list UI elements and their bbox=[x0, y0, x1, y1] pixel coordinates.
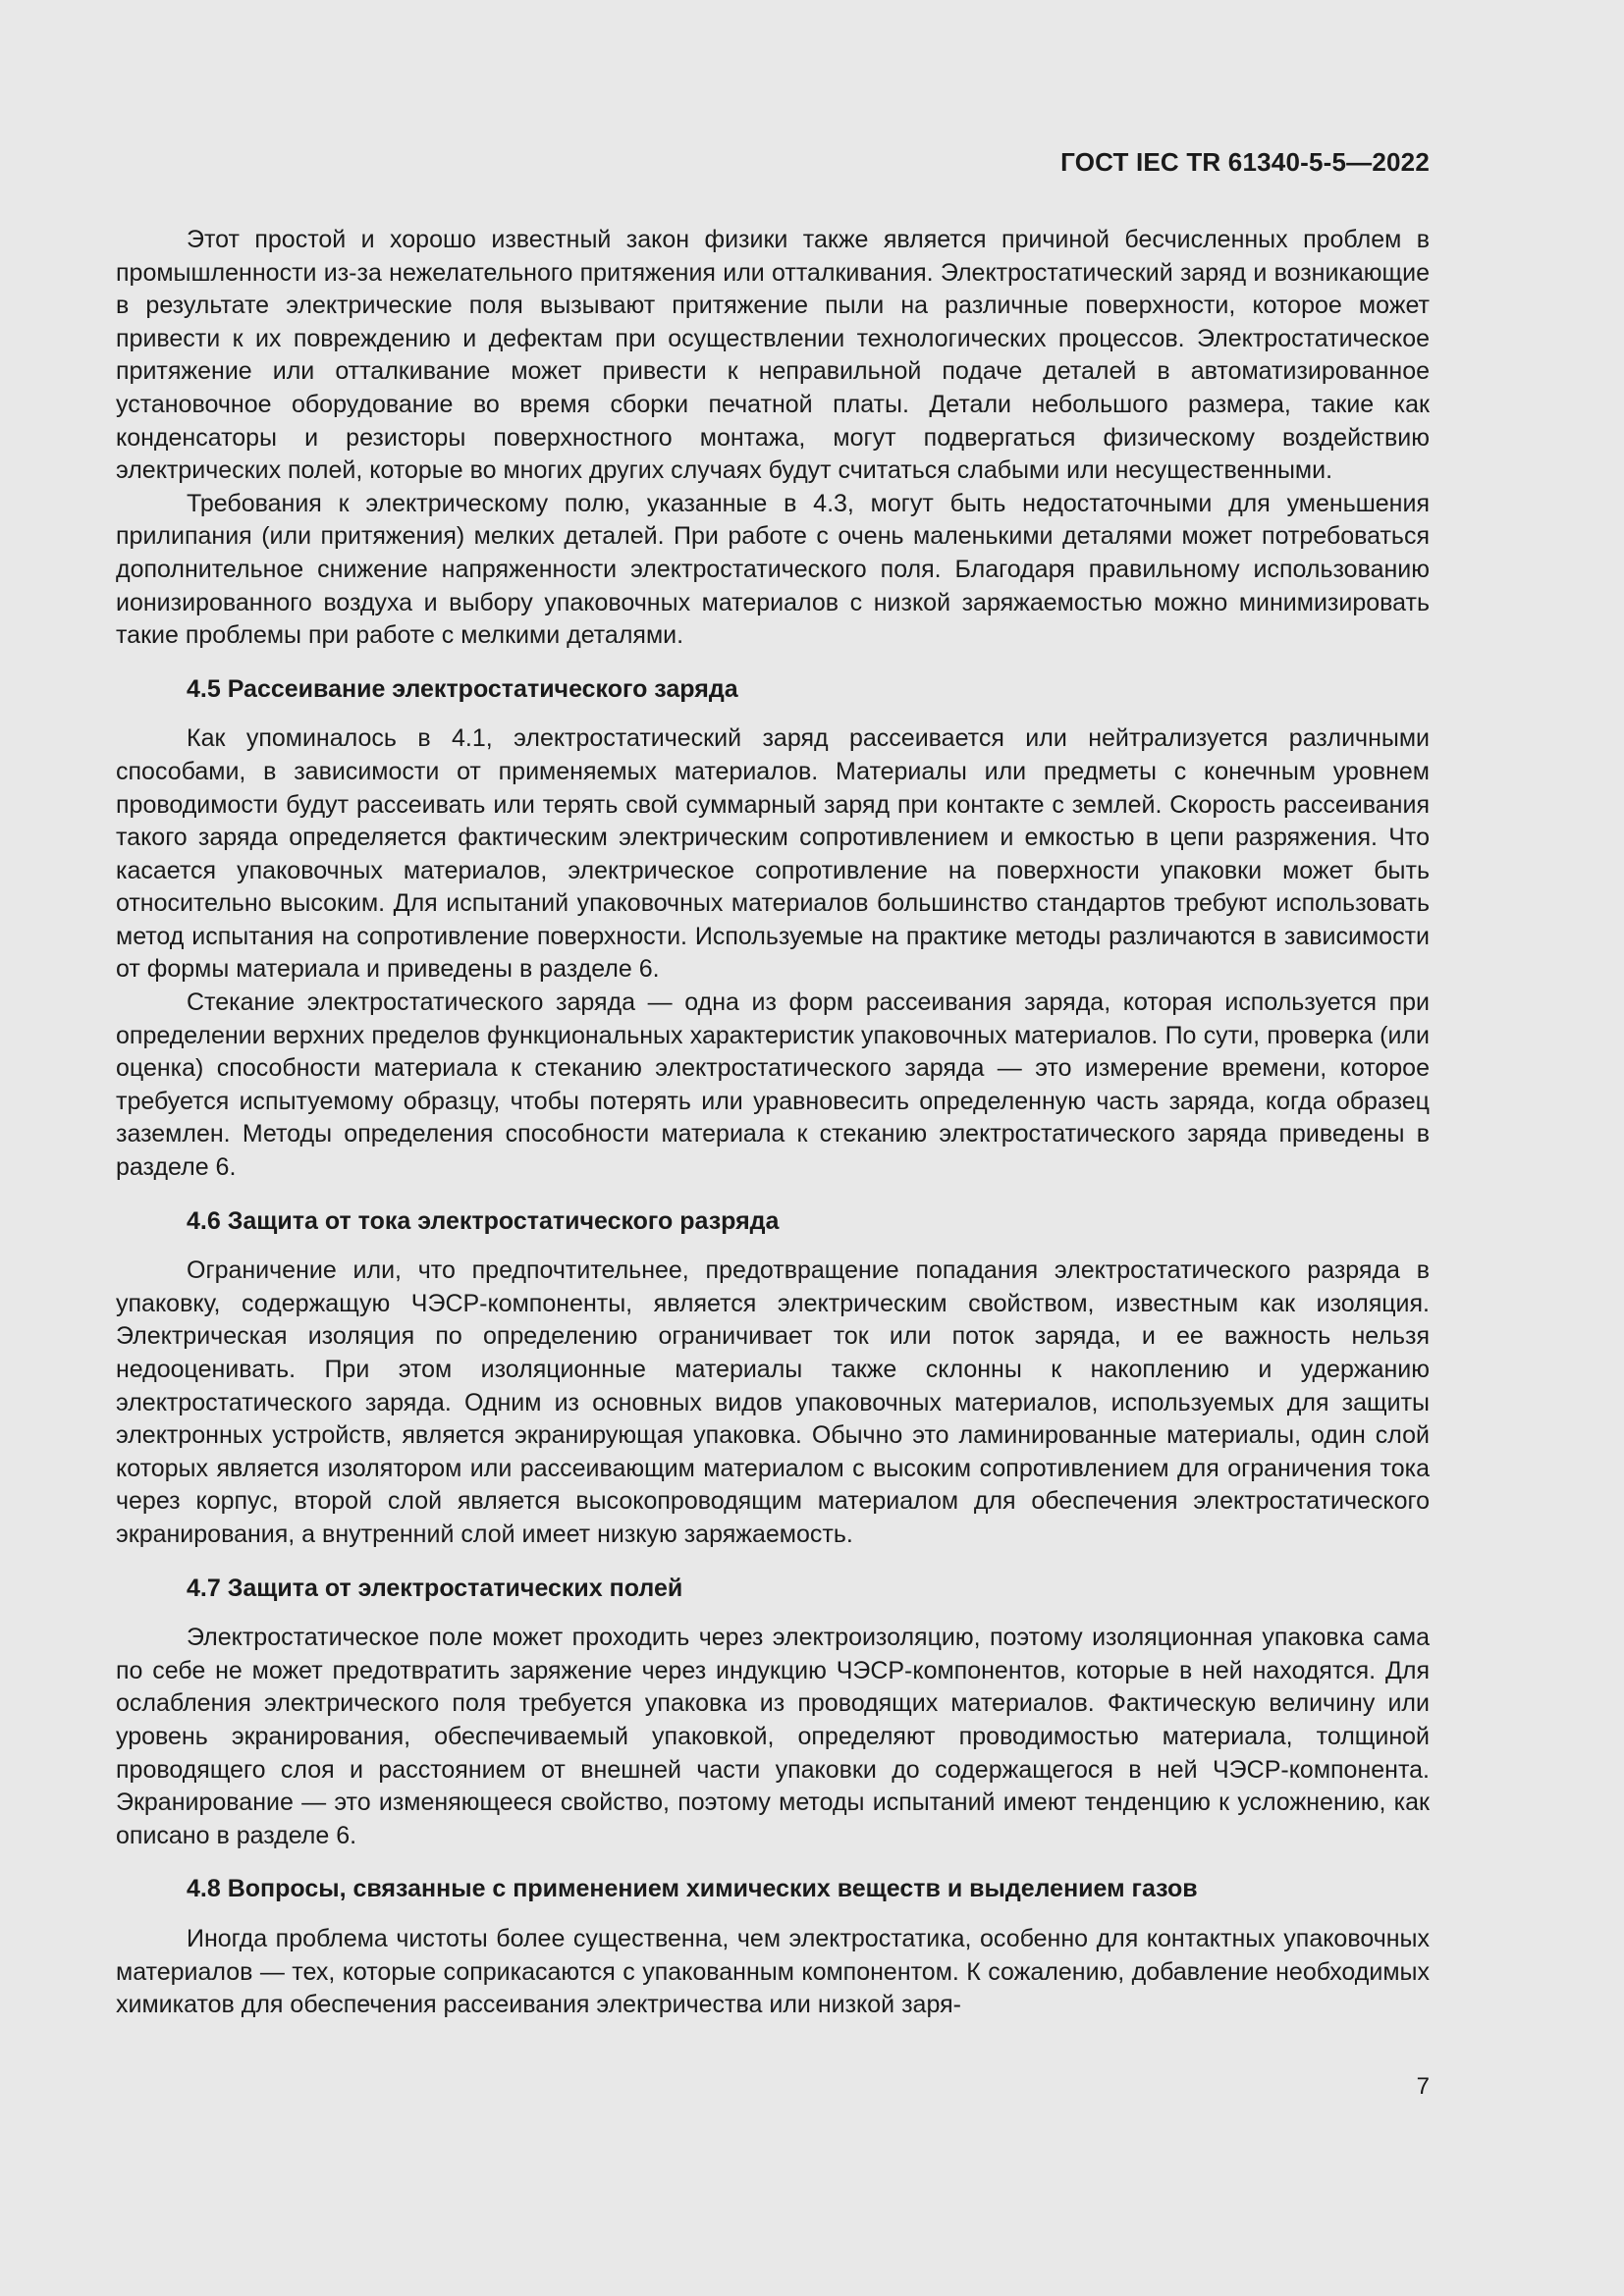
section-4-7 bbox=[116, 1573, 1430, 1853]
document-header: ГОСТ IEC TR 61340-5-5—2022 bbox=[1060, 147, 1430, 177]
page-number: 7 bbox=[1416, 2073, 1430, 2100]
section-heading: 4.6 Защита от тока электростатического разряда bbox=[187, 1206, 780, 1235]
section-heading: 4.8 Вопросы, связанные с применением химических веществ и выделением газов bbox=[187, 1875, 1198, 1903]
paragraph: Требования к электрическому полю, указанные в 4.3, могут быть недостаточными для уменьшения прилипания (или притяжения) мелких деталей. При работе с очень маленькими деталями может потребоваться дополнительное снижение напряженности электростатического поля. Благодаря правильному использованию ионизированного воздуха и выбору упаковочных материалов с низкой заряжаемостью можно минимизировать такие проблемы при работе с мелкими деталями. bbox=[116, 489, 1430, 650]
section-4-8 bbox=[116, 1873, 1430, 2021]
paragraph: Стекание электростатического заряда — одна из форм рассеивания заряда, которая используется при определении верхних пределов функциональных характеристик упаковочных материалов. По сути, проверка (или оценка) способности материала к стеканию электростатического заряда — это измерение времени, которое требуется испытуемому образцу, чтобы потерять или уравновесить определенную часть заряда, когда образец заземлен. Методы определения способности материала к стеканию электростатического заряда приведены в разделе 6. bbox=[116, 988, 1430, 1182]
intro-section bbox=[116, 224, 1430, 653]
paragraph: Как упоминалось в 4.1, электростатический заряд рассеивается или нейтрализуется различными способами, в зависимости от применяемых материалов. Материалы или предметы с конечным уровнем проводимости будут рассеивать или терять свой суммарный заряд при контакте с землей. Скорость рассеивания такого заряда определяется фактическим электрическим сопротивлением и емкостью в цепи разряжения. Что касается упаковочных материалов, электрическое сопротивление на поверхности упаковки может быть относительно высоким. Для испытаний упаковочных материалов большинство стандартов требуют использовать метод испытания на сопротивление поверхности. Используемые на практике методы различаются в зависимости от формы материала и приведены в разделе 6. bbox=[116, 724, 1430, 984]
paragraph: Ограничение или, что предпочтительнее, предотвращение попадания электростатического разряда в упаковку, содержащую ЧЭСР-компоненты, является электрическим свойством, известным как изоляция. Электрическая изоляция по определению ограничивает ток или поток заряда, и ее важность нельзя недооценивать. При этом изоляционные материалы также склонны к накоплению и удержанию электростатического заряда. Одним из основных видов упаковочных материалов, используемых для защиты электронных устройств, является экранирующая упаковка. Обычно это ламинированные материалы, один слой которых является изолятором или рассеивающим материалом с высоким сопротивлением для ограничения тока через корпус, второй слой является высокопроводящим материалом для обеспечения электростатического экранирования, а внутренний слой имеет низкую заряжаемость. bbox=[116, 1256, 1430, 1548]
section-4-6 bbox=[116, 1205, 1430, 1552]
paragraph: Этот простой и хорошо известный закон физики также является причиной бесчисленных проблем в промышленности из-за нежелательного притяжения или отталкивания. Электростатический заряд и возникающие в результате электрические поля вызывают притяжение пыли на различные поверхности, которое может привести к их повреждению и дефектам при осуществлении технологических процессов. Электростатическое притяжение или отталкивание может привести к неправильной подаче деталей в автоматизированное установочное оборудование во время сборки печатной платы. Детали небольшого размера, такие как конденсаторы и резисторы поверхностного монтажа, могут подвергаться физическому воздействию электрических полей, которые во многих других случаях будут считаться слабыми или несущественными. bbox=[116, 226, 1430, 485]
paragraph: Электростатическое поле может проходить через электроизоляцию, поэтому изоляционная упаковка сама по себе не может предотвратить заряжение через индукцию ЧЭСР-компонентов, которые в ней находятся. Для ослабления электрического поля требуется упаковка из проводящих материалов. Фактическую величину или уровень экранирования, обеспечиваемый упаковкой, определяют проводимостью материала, толщиной проводящего слоя и расстоянием от внешней части упаковки до содержащегося в ней ЧЭСР-компонента. Экранирование — это изменяющееся свойство, поэтому методы испытаний имеют тенденцию к усложнению, как описано в разделе 6. bbox=[116, 1624, 1430, 1849]
section-heading: 4.7 Защита от электростатических полей bbox=[187, 1574, 683, 1602]
section-4-5 bbox=[116, 673, 1430, 1185]
paragraph: Иногда проблема чистоты более существенна, чем электростатика, особенно для контактных упаковочных материалов — тех, которые соприкасаются с упакованным компонентом. К сожалению, добавление необходимых химикатов для обеспечения рассеивания электричества или низкой заря- bbox=[116, 1924, 1430, 2019]
document-body bbox=[116, 224, 1430, 2022]
section-heading: 4.5 Рассеивание электростатического заряда bbox=[187, 674, 738, 703]
